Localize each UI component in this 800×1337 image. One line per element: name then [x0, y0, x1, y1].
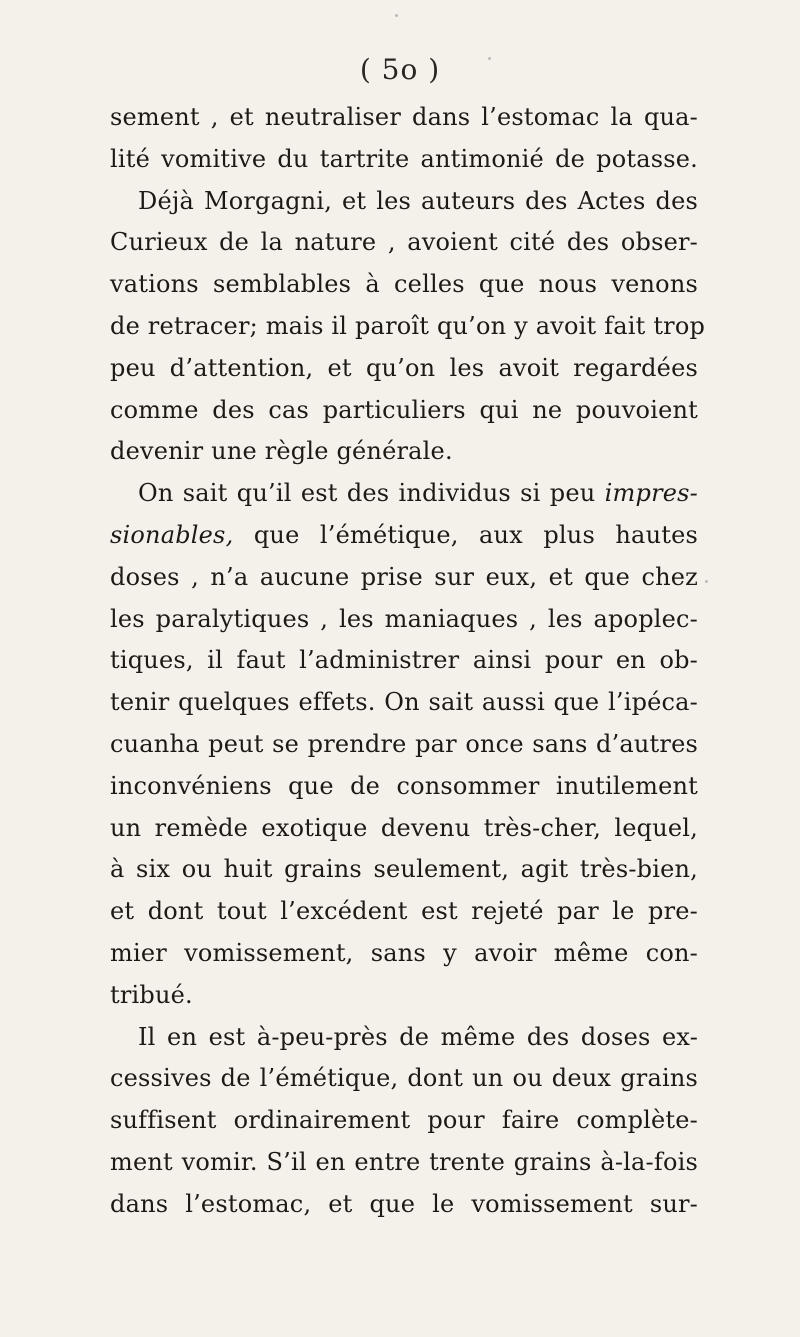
- page-number: ( 5o ): [359, 53, 441, 86]
- text-line: lité vomitive du tartrite antimonié de potasse.: [110, 144, 698, 173]
- body-text: [110, 97, 706, 1226]
- text-line: mier vomissement, sans y avoir même con-: [110, 938, 698, 967]
- text-line: tenir quelques effets. On sait aussi que l’ipéca-: [110, 688, 698, 717]
- italic-word: impres-: [604, 479, 698, 508]
- text-line: Il en est à-peu-près de même des doses ex-: [138, 1022, 698, 1051]
- text-line: devenir une règle générale.: [110, 437, 453, 466]
- text-line: Déjà Morgagni, et les auteurs des Actes des: [138, 186, 698, 215]
- text-line: cessives de l’émétique, dont un ou deux grains: [110, 1064, 698, 1093]
- paper-speck: [488, 57, 491, 60]
- text-line: sement , et neutraliser dans l’estomac la qua-: [110, 103, 698, 131]
- text-line: doses , n’a aucune prise sur eux, et que chez: [110, 562, 698, 591]
- text-line-mixed: [110, 515, 698, 557]
- paper-speck: [705, 580, 708, 583]
- text-line: ment vomir. S’il en entre trente grains à-la-fois: [110, 1147, 698, 1176]
- text-segment: que l’émétique, aux plus hautes: [253, 520, 698, 549]
- paper-speck: [395, 14, 398, 17]
- text-line: Curieux de la nature , avoient cité des obser-: [110, 228, 698, 257]
- text-line: inconvéniens que de consommer inutilement: [110, 771, 698, 800]
- text-line: et dont tout l’excédent est rejeté par le pre-: [110, 897, 698, 926]
- text-line: tribué.: [110, 980, 193, 1009]
- text-line: de retracer; mais il paroît qu’on y avoit fait trop: [110, 311, 706, 340]
- text-line-mixed: [110, 473, 698, 515]
- italic-word: sionables,: [110, 520, 234, 549]
- text-line: suffisent ordinairement pour faire complète-: [110, 1106, 698, 1135]
- text-line: à six ou huit grains seulement, agit très-bien,: [110, 855, 698, 884]
- text-line: tiques, il faut l’administrer ainsi pour en ob-: [110, 646, 698, 675]
- text-segment: On sait qu’il est des individus si peu: [138, 479, 596, 508]
- text-line: les paralytiques , les maniaques , les apoplec-: [110, 604, 698, 633]
- text-line: cuanha peut se prendre par once sans d’autres: [110, 729, 698, 758]
- text-line: un remède exotique devenu très-cher, lequel,: [110, 813, 698, 842]
- text-line: peu d’attention, et qu’on les avoit regardées: [110, 353, 698, 382]
- text-line: comme des cas particuliers qui ne pouvoient: [110, 395, 698, 424]
- text-line: dans l’estomac, et que le vomissement sur-: [110, 1189, 698, 1218]
- text-line: vations semblables à celles que nous venons: [110, 270, 698, 299]
